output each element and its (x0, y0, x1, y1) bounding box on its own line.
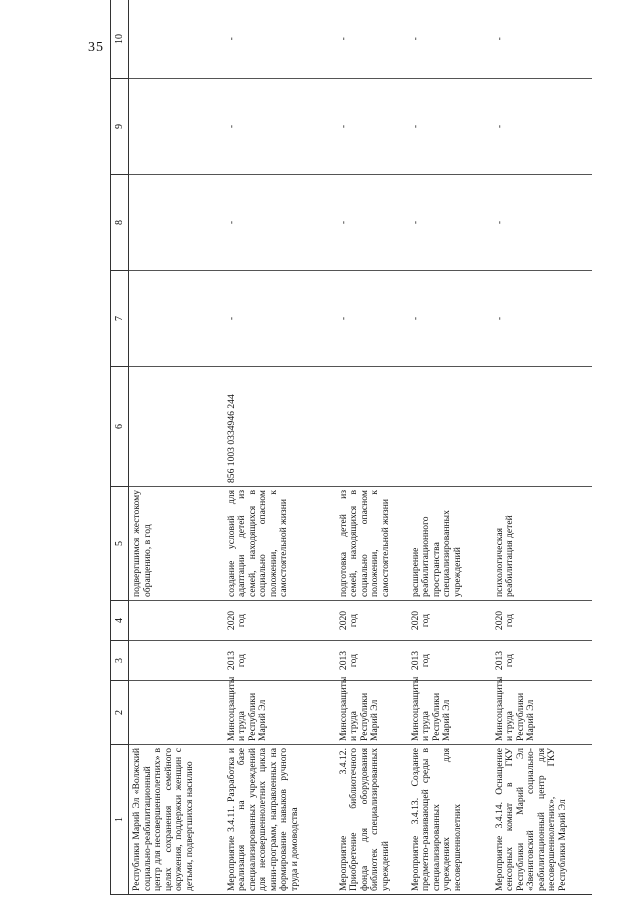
cell-col8: - (492, 175, 592, 271)
cell-executor (129, 681, 224, 745)
header-col-5: 5 (111, 487, 129, 601)
cell-activity: Республики Марий Эл «Волжский социально-реабилитационный центр для несовершеннолетних» в целях сохранения семейного окружения, поддержки женщин с детьми, подвергшихся насилию (129, 745, 224, 895)
cell-col8 (129, 175, 224, 271)
cell-col8: - (408, 175, 492, 271)
cell-executor: Минсоцзащиты и труда Республики Марий Эл (492, 681, 592, 745)
table-row (492, 0, 592, 895)
cell-code (492, 367, 592, 487)
cell-col10: - (224, 0, 336, 79)
header-col-3: 3 (111, 641, 129, 681)
cell-executor: Минсоцзащиты и труда Республики Марий Эл (408, 681, 492, 745)
cell-col9 (129, 79, 224, 175)
cell-col8: - (336, 175, 408, 271)
cell-result: подвергшимся жестокому обращению, в год (129, 487, 224, 601)
cell-col9: - (224, 79, 336, 175)
cell-result: расширение реабилитационного пространства специализированных учреждений (408, 487, 492, 601)
cell-col10: - (492, 0, 592, 79)
table-row (224, 0, 336, 895)
cell-start (129, 641, 224, 681)
cell-col9: - (408, 79, 492, 175)
cell-activity: Мероприятие 3.4.14. Оснащение сенсорных комнат в ГКУ Республики Марий Эл «Звениговский социально-реабилитационный центр для несовершеннолетних», ГКУ Республики Марий Эл (492, 745, 592, 895)
program-table (110, 0, 592, 895)
cell-end: 2020 год (408, 601, 492, 641)
cell-start: 2013 год (224, 641, 336, 681)
header-col-1: 1 (111, 745, 129, 895)
cell-activity: Мероприятие 3.4.12. Приобретение библиотечного фонда для оборудования библиотек специализированных учреждений (336, 745, 408, 895)
table-row (408, 0, 492, 895)
cell-result: создание условий для адаптации детей из семей, находящихся в социально опасном положении, к самостоятельной жизни (224, 487, 336, 601)
cell-code (336, 367, 408, 487)
header-col-6: 6 (111, 367, 129, 487)
cell-col7: - (492, 271, 592, 367)
cell-code: 856 1003 0334946 244 (224, 367, 336, 487)
cell-activity: Мероприятие 3.4.11. Разработка и реализация на базе специализированных учреждений для несовершеннолетних цикла мини-программ, направленных на формирование навыков ручного труда и домоводства (224, 745, 336, 895)
cell-col7: - (336, 271, 408, 367)
cell-col8: - (224, 175, 336, 271)
table-row (129, 0, 224, 895)
table-row (336, 0, 408, 895)
cell-col7: - (408, 271, 492, 367)
cell-col7: - (224, 271, 336, 367)
header-col-2: 2 (111, 681, 129, 745)
cell-end: 2020 год (224, 601, 336, 641)
cell-start: 2013 год (336, 641, 408, 681)
cell-code (408, 367, 492, 487)
cell-col9: - (492, 79, 592, 175)
cell-end: 2020 год (492, 601, 592, 641)
cell-executor: Минсоцзащиты и труда Республики Марий Эл (336, 681, 408, 745)
header-col-7: 7 (111, 271, 129, 367)
cell-result: психологическая реабилитация детей (492, 487, 592, 601)
cell-col10: - (408, 0, 492, 79)
cell-executor: Минсоцзащиты и труда Республики Марий Эл (224, 681, 336, 745)
cell-col10: - (336, 0, 408, 79)
cell-activity: Мероприятие 3.4.13. Создание предметно-развивающей среды в специализированных учреждениях для несовершеннолетних (408, 745, 492, 895)
cell-result: подготовка детей из семей, находящихся в социально опасном положении, к самостоятельной жизни (336, 487, 408, 601)
header-row (111, 0, 129, 895)
header-col-4: 4 (111, 601, 129, 641)
cell-start: 2013 год (408, 641, 492, 681)
page-number: 35 (88, 40, 104, 55)
cell-code (129, 367, 224, 487)
cell-end: 2020 год (336, 601, 408, 641)
header-col-10: 10 (111, 0, 129, 79)
rotated-table-container (110, 0, 640, 895)
cell-col7 (129, 271, 224, 367)
header-col-8: 8 (111, 175, 129, 271)
cell-end (129, 601, 224, 641)
header-col-9: 9 (111, 79, 129, 175)
cell-col10 (129, 0, 224, 79)
cell-start: 2013 год (492, 641, 592, 681)
cell-col9: - (336, 79, 408, 175)
